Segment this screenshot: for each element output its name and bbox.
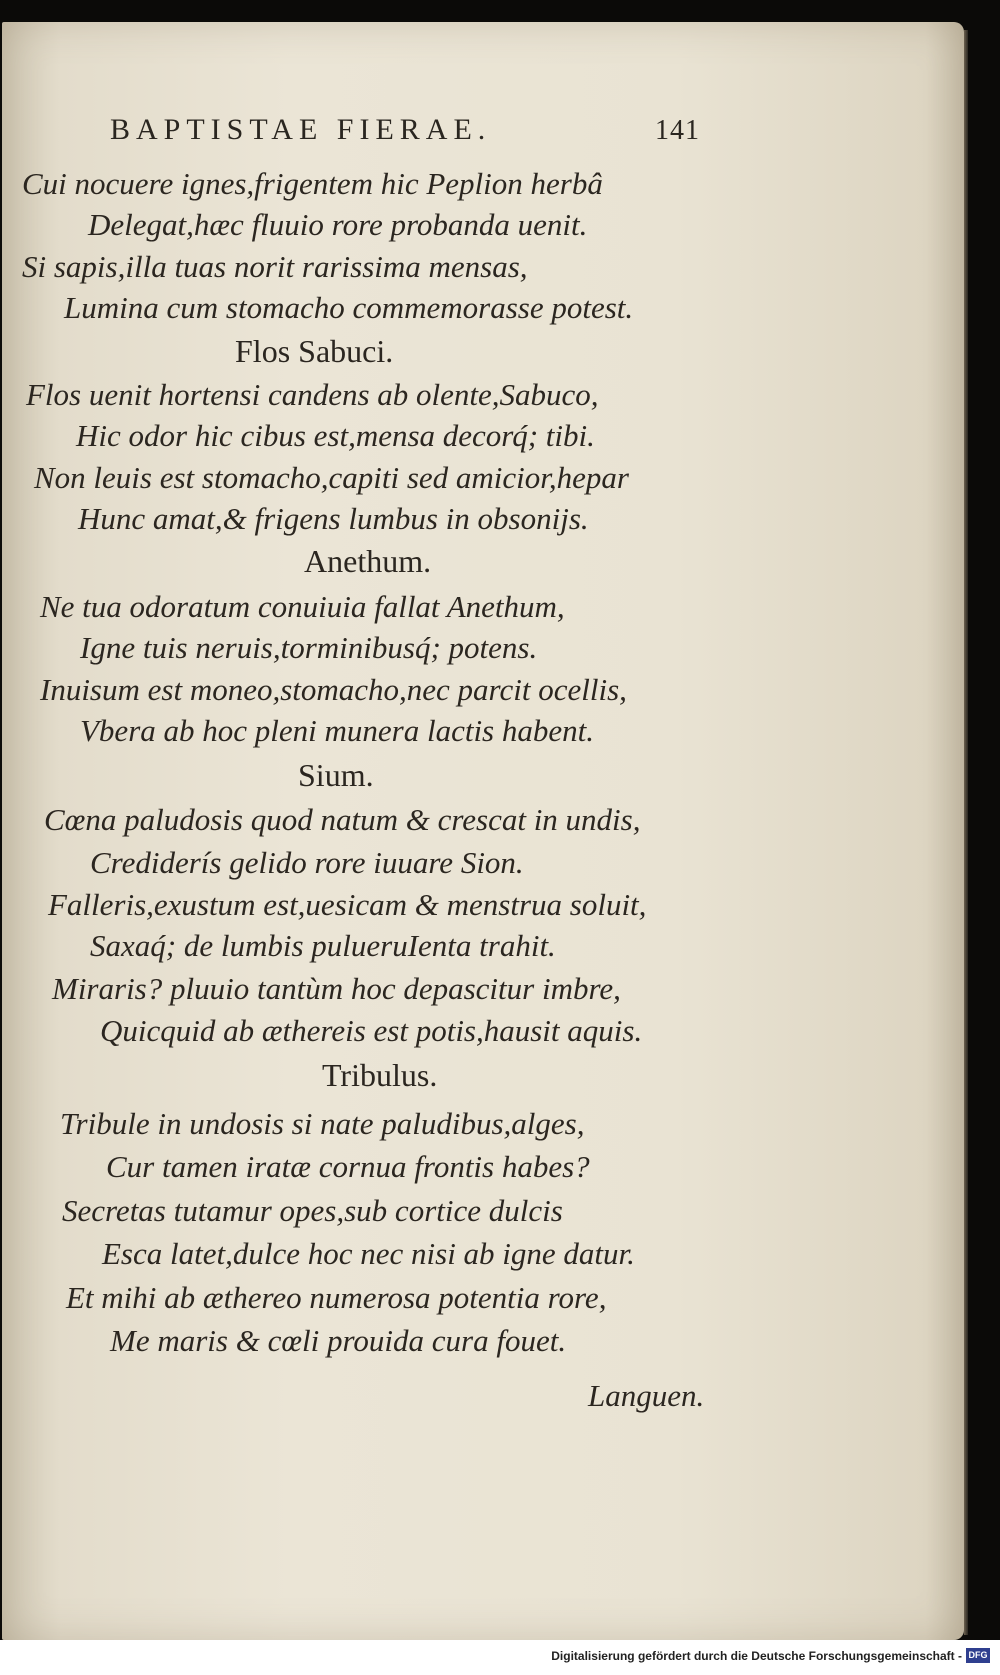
verse-line: Ne tua odoratum conuiuia fallat Anethum, bbox=[40, 589, 565, 624]
verse-line: Lumina cum stomacho commemorasse potest. bbox=[64, 290, 634, 325]
dfg-logo: DFG bbox=[966, 1648, 990, 1663]
verse-line: Quicquid ab æthereis est potis,hausit aquis. bbox=[100, 1013, 643, 1048]
digitization-footer bbox=[0, 1640, 1000, 1675]
verse-line: Hic odor hic cibus est,mensa decorq́; tibi. bbox=[76, 418, 595, 453]
verse-line: Me maris & cœli prouida cura fouet. bbox=[110, 1323, 567, 1358]
catchword: Languen. bbox=[588, 1378, 705, 1413]
verse-line: Crediderís gelido rore iuuare Sion. bbox=[90, 845, 524, 880]
page-edge bbox=[964, 30, 968, 1635]
verse-line: Saxaq́; de lumbis pulueruIenta trahit. bbox=[90, 928, 556, 963]
verse-line: Secretas tutamur opes,sub cortice dulcis bbox=[62, 1193, 563, 1228]
verse-line: Esca latet,dulce hoc nec nisi ab igne datur. bbox=[102, 1236, 635, 1271]
verse-line: Flos uenit hortensi candens ab olente,Sabuco, bbox=[26, 377, 599, 412]
funding-credit: Digitalisierung gefördert durch die Deutsche Forschungsgemeinschaft - bbox=[551, 1649, 962, 1663]
verse-line: Igne tuis neruis,torminibusq́; potens. bbox=[80, 630, 538, 665]
running-head: BAPTISTAE FIERAE. bbox=[110, 113, 492, 146]
section-heading: Sium. bbox=[298, 757, 374, 793]
verse-line: Et mihi ab æthereo numerosa potentia rore, bbox=[66, 1280, 607, 1315]
verse-line: Delegat,hæc fluuio rore probanda uenit. bbox=[88, 207, 588, 242]
section-heading: Flos Sabuci. bbox=[235, 333, 394, 369]
section-heading: Tribulus. bbox=[322, 1057, 438, 1093]
verse-line: Si sapis,illa tuas norit rarissima mensas, bbox=[22, 249, 528, 284]
verse-line: Falleris,exustum est,uesicam & menstrua soluit, bbox=[48, 887, 647, 922]
verse-line: Cur tamen iratæ cornua frontis habes? bbox=[106, 1149, 590, 1184]
verse-line: Cui nocuere ignes,frigentem hic Peplion herbâ bbox=[22, 166, 603, 201]
verse-line: Cœna paludosis quod natum & crescat in undis, bbox=[44, 802, 641, 837]
verse-line: Hunc amat,& frigens lumbus in obsonijs. bbox=[78, 501, 589, 536]
verse-line: Vbera ab hoc pleni munera lactis habent. bbox=[80, 713, 594, 748]
page-number: 141 bbox=[655, 115, 700, 146]
verse-line: Non leuis est stomacho,capiti sed amicior,hepar bbox=[34, 460, 629, 495]
verse-line: Miraris? pluuio tantùm hoc depascitur imbre, bbox=[52, 971, 621, 1006]
verse-line: Inuisum est moneo,stomacho,nec parcit ocellis, bbox=[40, 672, 627, 707]
section-heading: Anethum. bbox=[304, 543, 432, 579]
verse-line: Tribule in undosis si nate paludibus,alges, bbox=[60, 1106, 585, 1141]
page-header bbox=[110, 103, 700, 163]
